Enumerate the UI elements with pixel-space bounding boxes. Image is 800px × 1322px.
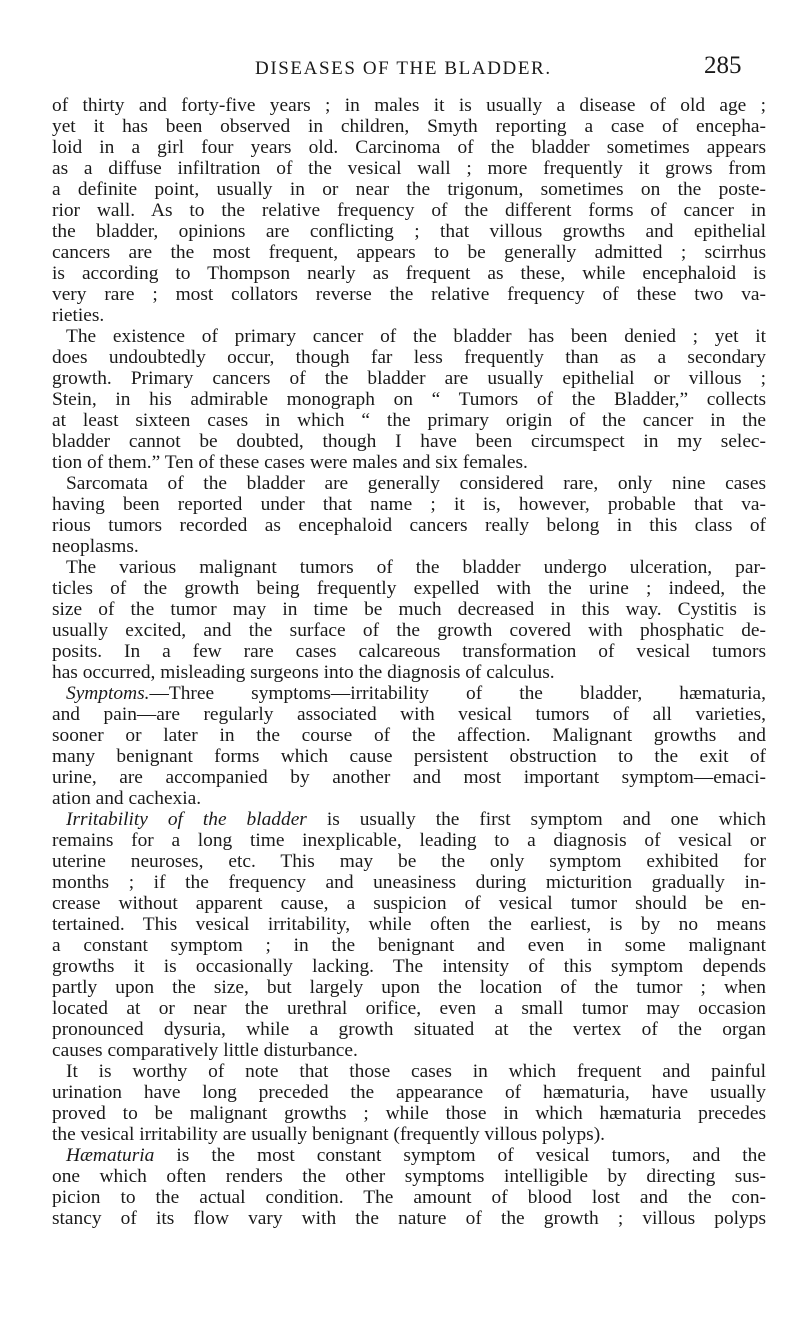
text-line — [52, 158, 766, 179]
text-line — [52, 956, 766, 977]
text-line — [52, 116, 766, 137]
text-line — [52, 746, 766, 767]
text-run: Sarcomata of the bladder are generally considered rare, only nine cases — [66, 473, 766, 494]
text-line — [52, 1124, 766, 1145]
text-line — [52, 998, 766, 1019]
text-line — [52, 221, 766, 242]
text-line — [52, 935, 766, 956]
text-run: having been reported under that name ; it is, however, probable that va- — [52, 494, 766, 515]
text-line — [52, 494, 766, 515]
text-line — [52, 347, 766, 368]
text-line — [52, 851, 766, 872]
text-line — [52, 578, 766, 599]
text-run: It is worthy of note that those cases in which frequent and painful — [66, 1061, 766, 1082]
text-run: proved to be malignant growths ; while those in which hæmaturia precedes — [52, 1103, 766, 1124]
text-run: located at or near the urethral orifice, even a small tumor may occasion — [52, 998, 766, 1019]
text-run: posits. In a few rare cases calcareous transformation of vesical tumors — [52, 641, 766, 662]
text-line — [52, 1145, 766, 1166]
text-run: loid in a girl four years old. Carcinoma of the bladder sometimes appears — [52, 137, 766, 158]
text-line — [52, 809, 766, 830]
italic-heading: Irritability of the bladder — [66, 809, 307, 830]
text-line — [52, 95, 766, 116]
text-run: sooner or later in the course of the affection. Malignant growths and — [52, 725, 766, 746]
text-line — [52, 1019, 766, 1040]
page-number: 285 — [704, 52, 742, 79]
text-line — [52, 326, 766, 347]
text-line — [52, 1166, 766, 1187]
text-run: picion to the actual condition. The amount of blood lost and the con- — [52, 1187, 766, 1208]
text-line — [52, 515, 766, 536]
text-run: tertained. This vesical irritability, while often the earliest, is by no means — [52, 914, 766, 935]
text-run: cancers are the most frequent, appears to be generally admitted ; scirrhus — [52, 242, 766, 263]
text-line — [52, 242, 766, 263]
text-run: is usually the first symptom and one which — [306, 809, 766, 830]
text-run: has occurred, misleading surgeons into the diagnosis of calculus. — [52, 662, 555, 683]
text-line — [52, 284, 766, 305]
text-line — [52, 536, 766, 557]
text-line — [52, 1208, 766, 1229]
text-run: urine, are accompanied by another and most important symptom—emaci- — [52, 767, 766, 788]
text-line — [52, 1040, 766, 1061]
text-line — [52, 893, 766, 914]
text-run: months ; if the frequency and uneasiness during micturition gradually in- — [52, 872, 766, 893]
body-text — [52, 95, 766, 1229]
text-run: partly upon the size, but largely upon the location of the tumor ; when — [52, 977, 766, 998]
text-run: rious tumors recorded as encephaloid cancers really belong in this class of — [52, 515, 766, 536]
italic-heading: Hæmaturia — [66, 1145, 155, 1166]
text-run: very rare ; most collators reverse the relative frequency of these two va- — [52, 284, 766, 305]
text-line — [52, 662, 766, 683]
text-run: a definite point, usually in or near the trigonum, sometimes on the poste- — [52, 179, 766, 200]
text-run: is the most constant symptom of vesical tumors, and the — [154, 1145, 766, 1166]
text-run: rieties. — [52, 305, 105, 326]
text-line — [52, 872, 766, 893]
running-head — [0, 52, 800, 82]
text-run: ation and cachexia. — [52, 788, 202, 809]
text-run: uterine neuroses, etc. This may be the only symptom exhibited for — [52, 851, 766, 872]
text-line — [52, 1082, 766, 1103]
text-run: yet it has been observed in children, Smyth reporting a case of encepha- — [52, 116, 766, 137]
text-run: rior wall. As to the relative frequency of the different forms of cancer in — [52, 200, 766, 221]
text-line — [52, 1103, 766, 1124]
text-run: remains for a long time inexplicable, leading to a diagnosis of vesical or — [52, 830, 766, 851]
text-line — [52, 179, 766, 200]
text-line — [52, 725, 766, 746]
text-line — [52, 830, 766, 851]
text-run: is according to Thompson nearly as frequent as these, while encephaloid is — [52, 263, 766, 284]
text-run: one which often renders the other symptoms intelligible by directing sus- — [52, 1166, 766, 1187]
text-line — [52, 1061, 766, 1082]
running-title: DISEASES OF THE BLADDER. — [255, 58, 552, 79]
text-line — [52, 410, 766, 431]
text-run: bladder cannot be doubted, though I have been circumspect in my selec- — [52, 431, 766, 452]
text-line — [52, 137, 766, 158]
text-run: The existence of primary cancer of the bladder has been denied ; yet it — [66, 326, 766, 347]
text-run: many benignant forms which cause persistent obstruction to the exit of — [52, 746, 766, 767]
text-line — [52, 473, 766, 494]
text-line — [52, 200, 766, 221]
text-line — [52, 704, 766, 725]
text-run: usually excited, and the surface of the growth covered with phosphatic de- — [52, 620, 766, 641]
text-run: pronounced dysuria, while a growth situated at the vertex of the organ — [52, 1019, 766, 1040]
text-run: crease without apparent cause, a suspicion of vesical tumor should be en- — [52, 893, 766, 914]
text-run: size of the tumor may in time be much decreased in this way. Cystitis is — [52, 599, 766, 620]
text-line — [52, 788, 766, 809]
text-line — [52, 767, 766, 788]
text-run: causes comparatively little disturbance. — [52, 1040, 358, 1061]
text-line — [52, 368, 766, 389]
text-line — [52, 620, 766, 641]
text-run: ticles of the growth being frequently expelled with the urine ; indeed, the — [52, 578, 766, 599]
text-run: The various malignant tumors of the bladder undergo ulceration, par- — [66, 557, 766, 578]
text-line — [52, 977, 766, 998]
text-line — [52, 1187, 766, 1208]
text-line — [52, 389, 766, 410]
text-run: at least sixteen cases in which “ the primary origin of the cancer in the — [52, 410, 766, 431]
text-run: the bladder, opinions are conflicting ; that villous growths and epithelial — [52, 221, 766, 242]
text-line — [52, 683, 766, 704]
text-line — [52, 557, 766, 578]
text-run: the vesical irritability are usually benignant (frequently villous polyps). — [52, 1124, 606, 1145]
text-line — [52, 431, 766, 452]
text-run: and pain—are regularly associated with vesical tumors of all varieties, — [52, 704, 766, 725]
text-run: tion of them.” Ten of these cases were males and six females. — [52, 452, 528, 473]
text-run: growth. Primary cancers of the bladder are usually epithelial or villous ; — [52, 368, 766, 389]
text-run: does undoubtedly occur, though far less frequently than as a secondary — [52, 347, 766, 368]
text-run: stancy of its flow vary with the nature of the growth ; villous polyps — [52, 1208, 766, 1229]
text-run: Stein, in his admirable monograph on “ Tumors of the Bladder,” collects — [52, 389, 766, 410]
text-run: as a diffuse infiltration of the vesical wall ; more frequently it grows from — [52, 158, 766, 179]
text-run: —Three symptoms—irritability of the bladder, hæmaturia, — [149, 683, 766, 704]
text-run: growths it is occasionally lacking. The intensity of this symptom depends — [52, 956, 766, 977]
text-run: a constant symptom ; in the benignant and even in some malignant — [52, 935, 766, 956]
text-run: neoplasms. — [52, 536, 139, 557]
text-run: urination have long preceded the appearance of hæmaturia, have usually — [52, 1082, 766, 1103]
text-line — [52, 305, 766, 326]
text-run: of thirty and forty-five years ; in males it is usually a disease of old age ; — [52, 95, 766, 116]
text-line — [52, 914, 766, 935]
italic-heading: Symptoms. — [66, 683, 150, 704]
text-line — [52, 263, 766, 284]
text-line — [52, 452, 766, 473]
text-line — [52, 599, 766, 620]
text-line — [52, 641, 766, 662]
